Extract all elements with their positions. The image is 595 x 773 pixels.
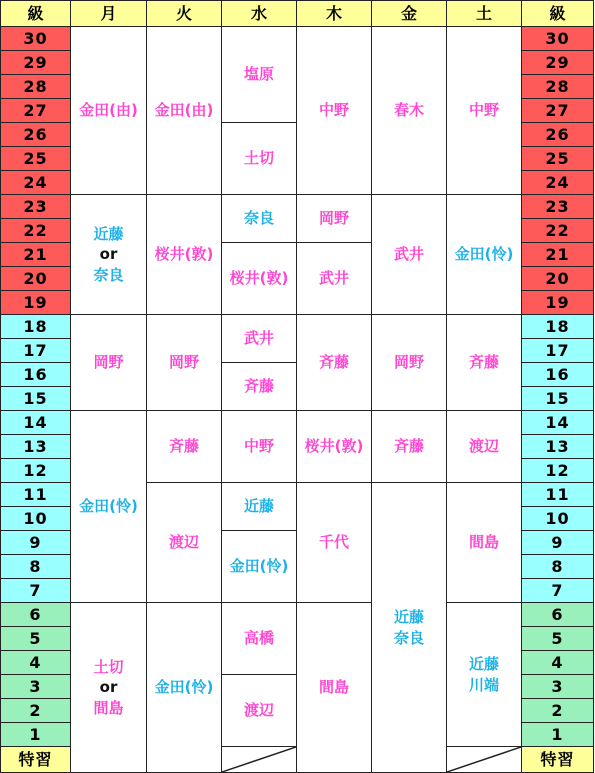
saturday-lvl11-7: 間島 xyxy=(446,482,521,602)
saturday-lvl30-24: 中野 xyxy=(446,26,521,194)
tuesday-lvl6-special: 金田(怜) xyxy=(146,602,221,772)
level-left-4: 4 xyxy=(0,650,70,674)
saturday-special-empty xyxy=(446,746,521,772)
friday-lvl11-special-name2: 奈良 xyxy=(393,628,424,647)
level-left-17: 17 xyxy=(0,338,70,362)
level-left-22: 22 xyxy=(0,218,70,242)
level-right-8: 8 xyxy=(521,554,593,578)
level-left-3: 3 xyxy=(0,674,70,698)
monday-lvl23-19-name1: 近藤 xyxy=(93,225,124,244)
level-left-24: 24 xyxy=(0,170,70,194)
saturday-lvl6-1 xyxy=(446,602,521,746)
friday-lvl23-19: 武井 xyxy=(371,194,446,314)
monday-lvl6-special-name1: 土切 xyxy=(93,658,124,677)
header-friday: 金 xyxy=(371,0,446,26)
level-left-27: 27 xyxy=(0,98,70,122)
header-level-left: 級 xyxy=(0,0,70,26)
thursday-lvl11-7: 千代 xyxy=(296,482,371,602)
thursday-lvl18-15: 斉藤 xyxy=(296,314,371,410)
thursday-lvl30-24: 中野 xyxy=(296,26,371,194)
saturday-lvl6-1-name2: 川端 xyxy=(468,675,499,694)
level-right-2: 2 xyxy=(521,698,593,722)
level-right-29: 29 xyxy=(521,50,593,74)
level-left-16: 16 xyxy=(0,362,70,386)
header-wednesday: 水 xyxy=(221,0,296,26)
level-right-19: 19 xyxy=(521,290,593,314)
level-left-14: 14 xyxy=(0,410,70,434)
wednesday-lvl6-4: 高橋 xyxy=(221,602,296,674)
level-left-19: 19 xyxy=(0,290,70,314)
tuesday-lvl18-15: 岡野 xyxy=(146,314,221,410)
level-right-30: 30 xyxy=(521,26,593,50)
saturday-lvl14-12: 渡辺 xyxy=(446,410,521,482)
wednesday-lvl9-7: 金田(怜) xyxy=(221,530,296,602)
level-left-13: 13 xyxy=(0,434,70,458)
thursday-lvl23-22: 岡野 xyxy=(296,194,371,242)
diagonal-slash-icon xyxy=(222,747,296,772)
monday-lvl30-24: 金田(由) xyxy=(70,26,146,194)
level-special-right: 特習 xyxy=(521,746,593,772)
tuesday-lvl23-19: 桜井(敦) xyxy=(146,194,221,314)
level-right-10: 10 xyxy=(521,506,593,530)
level-right-9: 9 xyxy=(521,530,593,554)
level-left-9: 9 xyxy=(0,530,70,554)
level-left-20: 20 xyxy=(0,266,70,290)
level-right-5: 5 xyxy=(521,626,593,650)
header-saturday: 土 xyxy=(446,0,521,26)
level-right-27: 27 xyxy=(521,98,593,122)
tuesday-lvl14-12: 斉藤 xyxy=(146,410,221,482)
tuesday-lvl11-7: 渡辺 xyxy=(146,482,221,602)
thursday-lvl21-19: 武井 xyxy=(296,242,371,314)
level-left-8: 8 xyxy=(0,554,70,578)
level-right-13: 13 xyxy=(521,434,593,458)
monday-lvl6-special-name2: 間島 xyxy=(93,698,124,717)
wednesday-lvl3-1: 渡辺 xyxy=(221,674,296,746)
wednesday-lvl21-19: 桜井(敦) xyxy=(221,242,296,314)
friday-lvl18-15: 岡野 xyxy=(371,314,446,410)
level-left-29: 29 xyxy=(0,50,70,74)
level-special-left: 特習 xyxy=(0,746,70,772)
monday-lvl14-7: 金田(怜) xyxy=(70,410,146,602)
level-left-10: 10 xyxy=(0,506,70,530)
saturday-lvl23-19: 金田(怜) xyxy=(446,194,521,314)
friday-lvl30-24: 春木 xyxy=(371,26,446,194)
level-left-26: 26 xyxy=(0,122,70,146)
tuesday-lvl30-24: 金田(由) xyxy=(146,26,221,194)
level-right-15: 15 xyxy=(521,386,593,410)
saturday-lvl6-1-name1: 近藤 xyxy=(468,655,499,674)
level-right-11: 11 xyxy=(521,482,593,506)
saturday-lvl18-15: 斉藤 xyxy=(446,314,521,410)
friday-lvl14-12: 斉藤 xyxy=(371,410,446,482)
level-left-7: 7 xyxy=(0,578,70,602)
level-right-20: 20 xyxy=(521,266,593,290)
header-level-right: 級 xyxy=(521,0,593,26)
level-left-21: 21 xyxy=(0,242,70,266)
level-left-5: 5 xyxy=(0,626,70,650)
level-right-28: 28 xyxy=(521,74,593,98)
friday-lvl11-special xyxy=(371,482,446,772)
monday-lvl6-special-or: or xyxy=(99,678,118,697)
diagonal-slash-icon xyxy=(447,747,521,772)
level-right-18: 18 xyxy=(521,314,593,338)
level-right-7: 7 xyxy=(521,578,593,602)
wednesday-lvl26-24: 土切 xyxy=(221,122,296,194)
level-left-15: 15 xyxy=(0,386,70,410)
monday-lvl23-19-name2: 奈良 xyxy=(93,265,124,284)
level-right-21: 21 xyxy=(521,242,593,266)
level-left-6: 6 xyxy=(0,602,70,626)
level-right-12: 12 xyxy=(521,458,593,482)
wednesday-lvl11-10: 近藤 xyxy=(221,482,296,530)
level-left-25: 25 xyxy=(0,146,70,170)
monday-lvl18-15: 岡野 xyxy=(70,314,146,410)
level-right-1: 1 xyxy=(521,722,593,746)
level-right-6: 6 xyxy=(521,602,593,626)
wednesday-special-empty xyxy=(221,746,296,772)
wednesday-lvl18-17: 武井 xyxy=(221,314,296,362)
header-thursday: 木 xyxy=(296,0,371,26)
level-left-28: 28 xyxy=(0,74,70,98)
header-tuesday: 火 xyxy=(146,0,221,26)
level-right-24: 24 xyxy=(521,170,593,194)
level-left-30: 30 xyxy=(0,26,70,50)
level-right-3: 3 xyxy=(521,674,593,698)
level-left-11: 11 xyxy=(0,482,70,506)
header-monday: 月 xyxy=(70,0,146,26)
level-right-4: 4 xyxy=(521,650,593,674)
level-left-23: 23 xyxy=(0,194,70,218)
monday-lvl6-special xyxy=(70,602,146,772)
level-left-12: 12 xyxy=(0,458,70,482)
level-right-14: 14 xyxy=(521,410,593,434)
level-right-16: 16 xyxy=(521,362,593,386)
wednesday-lvl30-27: 塩原 xyxy=(221,26,296,122)
wednesday-lvl14-12: 中野 xyxy=(221,410,296,482)
monday-lvl23-19-or: or xyxy=(99,245,118,264)
wednesday-lvl16-15: 斉藤 xyxy=(221,362,296,410)
thursday-lvl14-12: 桜井(敦) xyxy=(296,410,371,482)
thursday-lvl6-special: 間島 xyxy=(296,602,371,772)
level-right-23: 23 xyxy=(521,194,593,218)
level-left-2: 2 xyxy=(0,698,70,722)
level-right-26: 26 xyxy=(521,122,593,146)
level-left-18: 18 xyxy=(0,314,70,338)
friday-lvl11-special-name1: 近藤 xyxy=(393,608,424,627)
wednesday-lvl23-22: 奈良 xyxy=(221,194,296,242)
level-right-17: 17 xyxy=(521,338,593,362)
level-right-22: 22 xyxy=(521,218,593,242)
monday-lvl23-19 xyxy=(70,194,146,314)
level-right-25: 25 xyxy=(521,146,593,170)
level-left-1: 1 xyxy=(0,722,70,746)
